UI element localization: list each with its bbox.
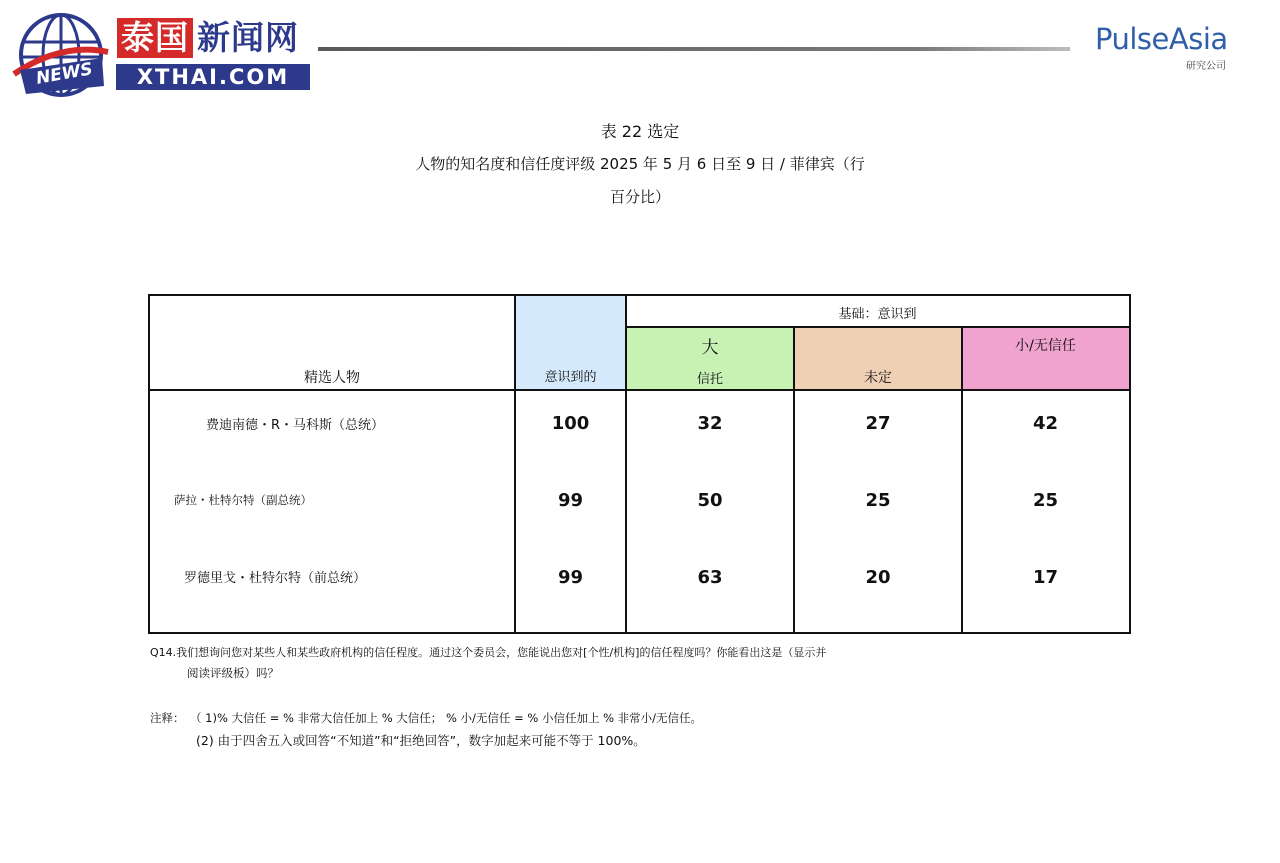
grid-line (150, 389, 1129, 391)
small-trust-value: 25 (1032, 490, 1059, 511)
pulseasia-brand: PulseAsia (1095, 22, 1228, 56)
undecided-value: 25 (865, 490, 891, 511)
undecided-value: 27 (865, 413, 891, 434)
pulseasia-subtitle: 研究公司 (1186, 61, 1226, 72)
table-number-title: 表 22 选定 (600, 122, 680, 141)
header-divider (318, 47, 1070, 51)
col-person-header: 精选人物 (304, 370, 360, 386)
table-title-line2: 人物的知名度和信任度评级 2025 年 5 月 6 日至 9 日 / 菲律宾（行 (415, 155, 865, 173)
big-trust-value: 32 (697, 413, 723, 434)
table-title-line3: 百分比） (609, 188, 670, 206)
undecided-value: 20 (865, 567, 891, 588)
xthai-logo-text (117, 18, 299, 58)
q14-question-line2: 阅读评级板）吗？ (187, 666, 279, 680)
news-badge: NEWS (34, 59, 95, 89)
aware-value: 100 (551, 413, 590, 434)
xthai-domain: XTHAI.COM (116, 64, 310, 90)
person-name: 罗德里戈・杜特尔特（前总统） (184, 571, 367, 586)
note-label: 注释： (150, 711, 185, 725)
logo-cn-part2: 新闻网 (197, 18, 299, 57)
col-big-header-bottom: 信托 (696, 372, 723, 387)
small-trust-value: 42 (1032, 413, 1059, 434)
note-2: (2) 由于四舍五入或回答“不知道”和“拒绝回答”，数字加起来可能不等于 100%。 (196, 733, 646, 748)
aware-value: 99 (557, 567, 584, 588)
col-big-header-top: 大 (701, 338, 719, 358)
col-small-header: 小/无信任 (1015, 338, 1076, 354)
col-aware-header: 意识到的 (544, 370, 597, 385)
big-trust-value: 63 (697, 567, 723, 588)
small-trust-value: 17 (1032, 567, 1059, 588)
trust-rating-table (148, 294, 1131, 634)
logo-cn-part1: 泰国 (117, 18, 193, 58)
col-undecided-header: 未定 (864, 370, 892, 386)
base-header: 基础：意识到 (838, 307, 917, 322)
grid-line (625, 326, 1129, 328)
person-name: 萨拉・杜特尔特（副总统） (174, 493, 312, 507)
aware-value: 99 (557, 490, 584, 511)
big-trust-value: 50 (697, 490, 723, 511)
note-1: （ 1)% 大信任 = % 非常大信任加上 % 大信任； % 小/无信任 = % 小信任加上 % 非常小/无信任。 (190, 711, 703, 725)
q14-question-line1: Q14.我们想询问您对某些人和某些政府机构的信任程度。通过这个委员会，您能说出您对[个性/机构]的信任程度吗？你能看出这是（显示并 (150, 646, 827, 659)
person-name: 费迪南德・R・马科斯（总统） (206, 418, 385, 433)
xthai-globe-logo-icon (12, 12, 110, 98)
